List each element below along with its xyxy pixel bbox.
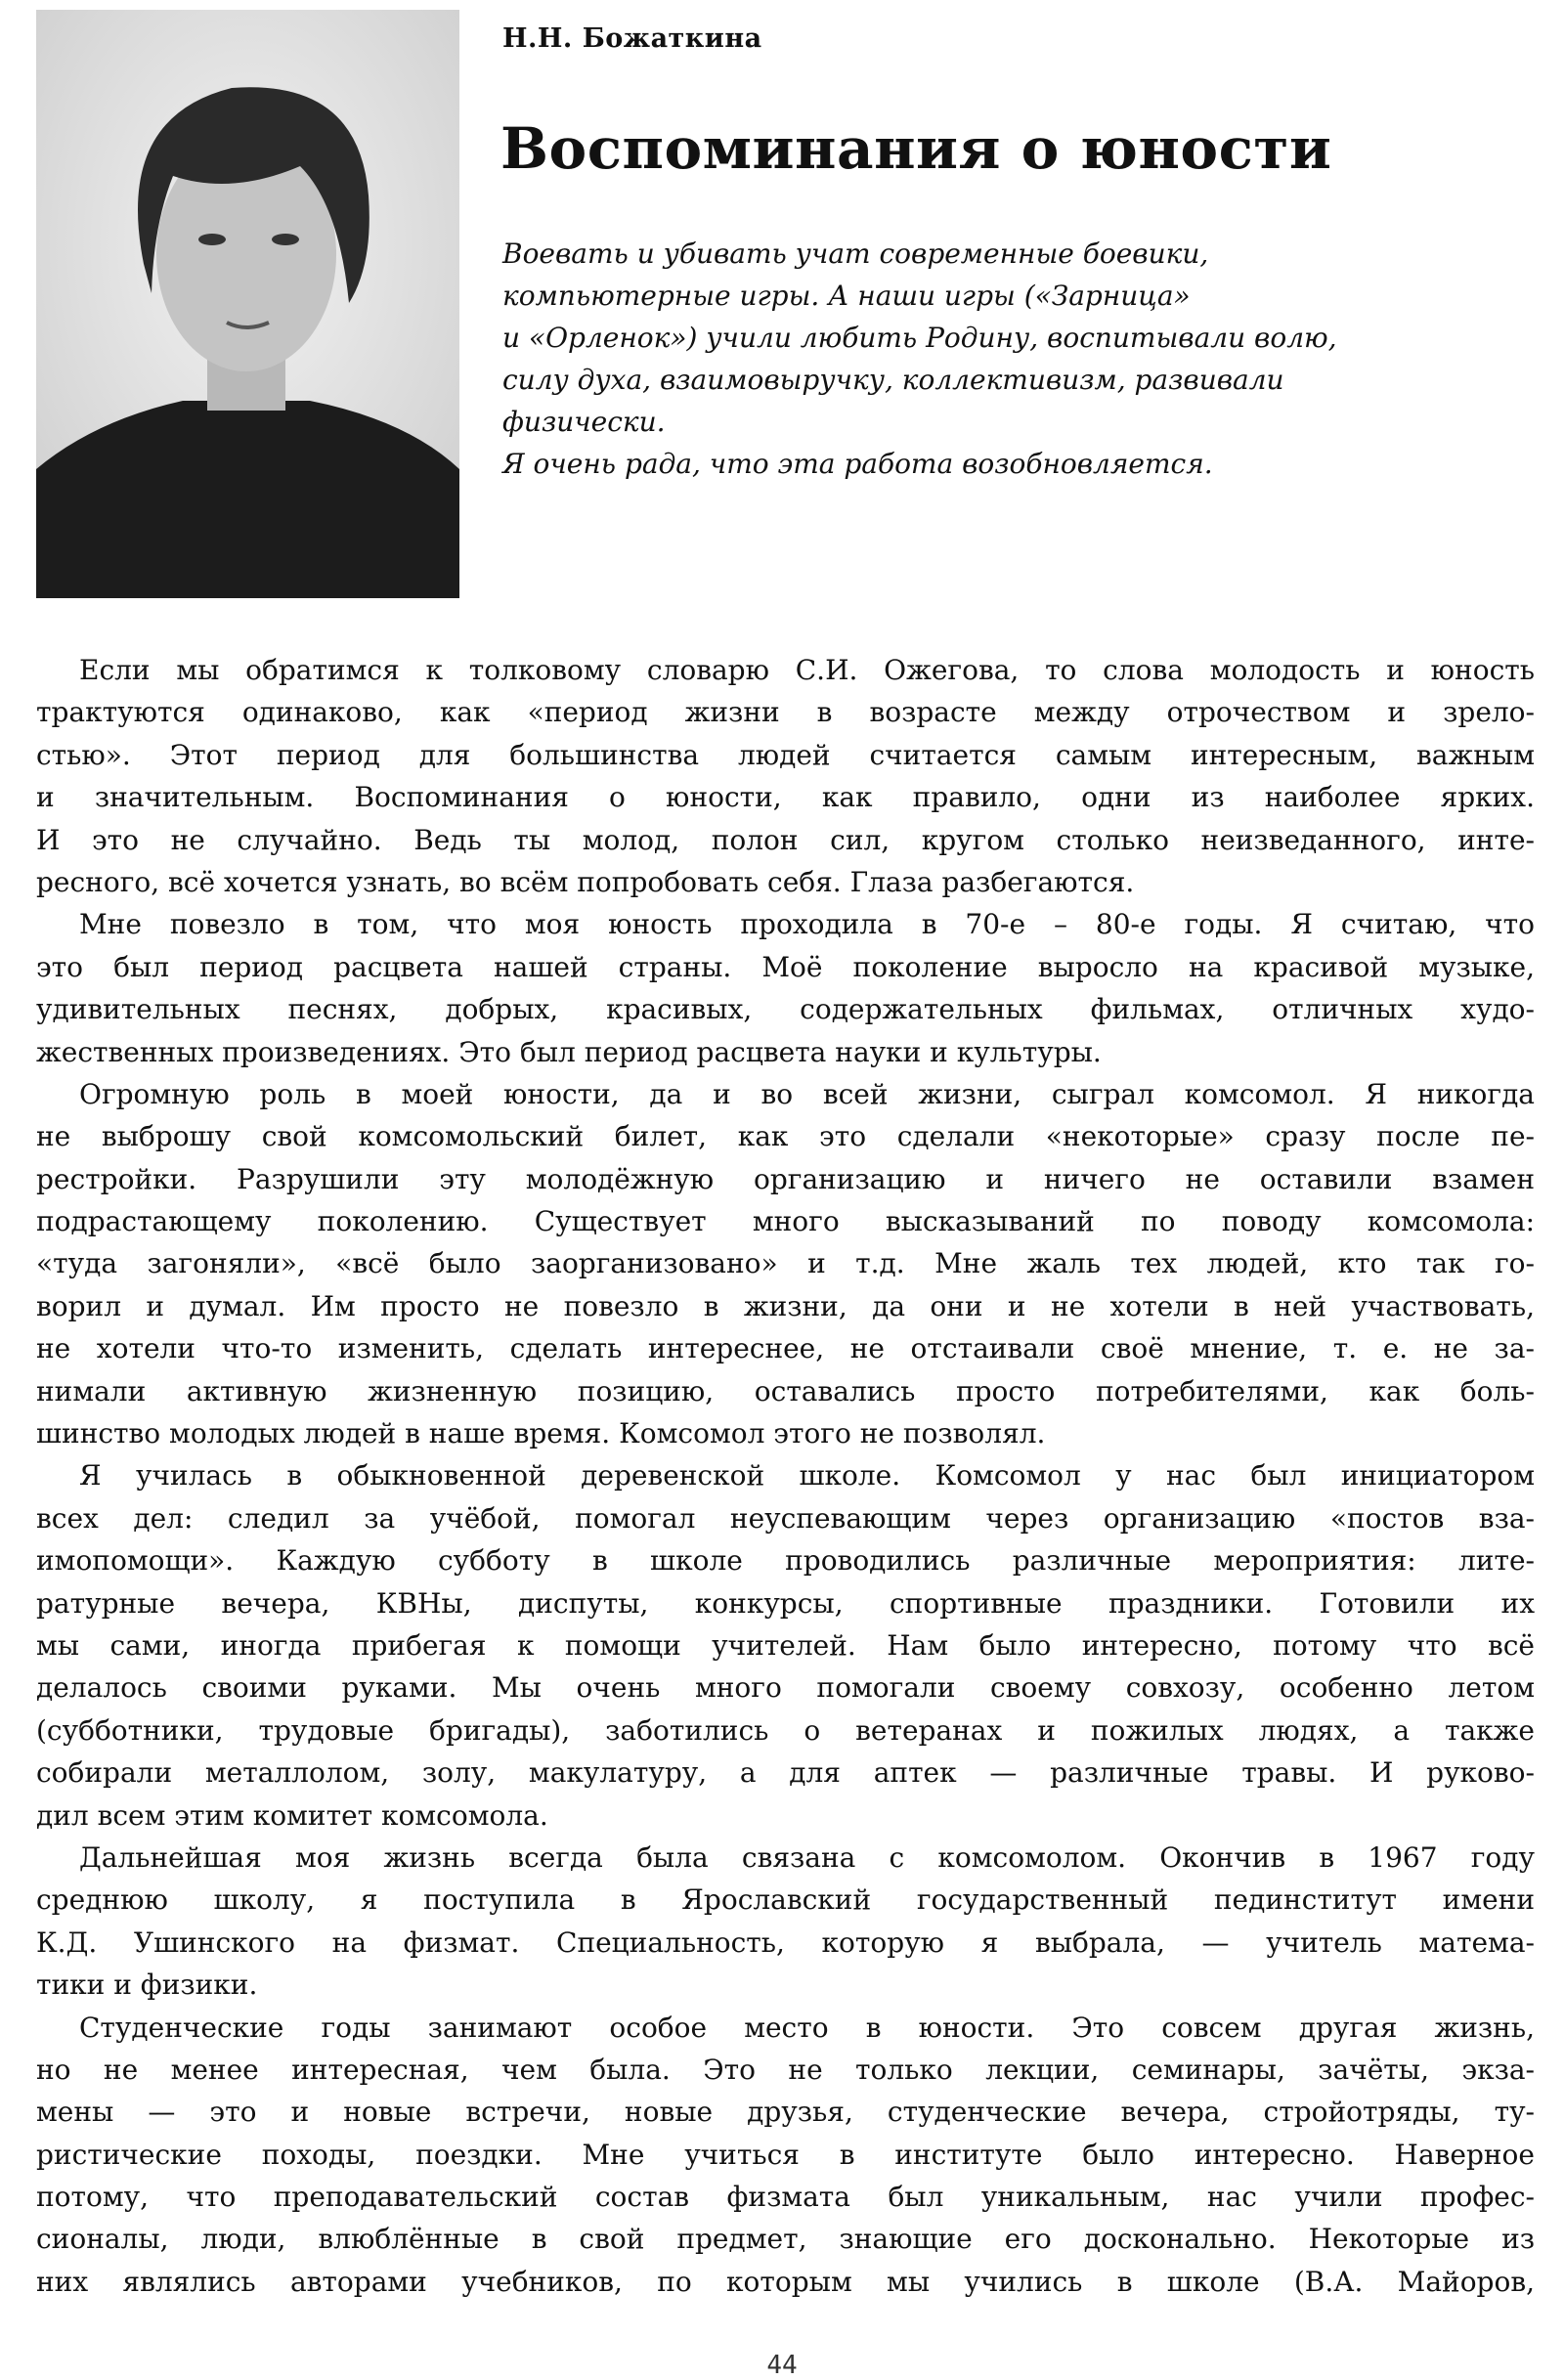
article-title: Воспоминания о юности bbox=[500, 115, 1332, 182]
epigraph-line: Воевать и убивать учат современные боевики, bbox=[502, 238, 1209, 270]
text-line: Студенческие годы занимают особое место в юности. Это совсем другая жизнь, bbox=[79, 2011, 1535, 2044]
article-body bbox=[36, 649, 1535, 2303]
text-line: ресного, всё хочется узнать, во всём попробовать себя. Глаза разбегаются. bbox=[36, 865, 1135, 898]
epigraph-line: и «Орленок») учили любить Родину, воспитывали волю, bbox=[502, 322, 1337, 354]
epigraph-line: силу духа, взаимовыручку, коллективизм, развивали bbox=[502, 364, 1284, 396]
author-photo bbox=[36, 10, 459, 598]
paragraph bbox=[36, 649, 1535, 903]
text-line: нимали активную жизненную позицию, оставались просто потребителями, как боль- bbox=[36, 1374, 1535, 1407]
page-number: 44 bbox=[766, 2351, 798, 2380]
text-line: мы сами, иногда прибегая к помощи учителей. Нам было интересно, потому что всё bbox=[36, 1628, 1535, 1662]
text-line: потому, что преподавательский состав физмата был уникальным, нас учили профес- bbox=[36, 2181, 1535, 2214]
paragraph bbox=[36, 1073, 1535, 1455]
paragraph bbox=[36, 903, 1535, 1073]
text-line: К.Д. Ушинского на физмат. Специальность, которую я выбрала, — учитель матема- bbox=[36, 1926, 1535, 1959]
paragraph bbox=[36, 1454, 1535, 1837]
text-line: стью». Этот период для большинства людей считается самым интересным, важным bbox=[36, 738, 1535, 771]
text-line: Мне повезло в том, что моя юность проходила в 70-е – 80-е годы. Я считаю, что bbox=[79, 908, 1535, 941]
paragraph bbox=[36, 2007, 1535, 2304]
paragraph bbox=[36, 1837, 1535, 2007]
text-line: всех дел: следил за учёбой, помогал неуспевающим через организацию «постов вза- bbox=[36, 1501, 1535, 1535]
text-line: ратурные вечера, КВНы, диспуты, конкурсы, спортивные праздники. Готовили их bbox=[36, 1586, 1535, 1620]
text-line: Если мы обратимся к толковому словарю С.И. Ожегова, то слова молодость и юность bbox=[79, 654, 1535, 686]
text-line: жественных произведениях. Это был период расцвета науки и культуры. bbox=[36, 1035, 1102, 1068]
text-line: мены — это и новые встречи, новые друзья, студенческие вечера, стройотряды, ту- bbox=[36, 2096, 1535, 2129]
text-line: ристические походы, поездки. Мне учиться в институте было интересно. Наверное bbox=[36, 2138, 1535, 2171]
epigraph-line: компьютерные игры. А наши игры («Зарница» bbox=[502, 280, 1191, 312]
text-line: имопомощи». Каждую субботу в школе проводились различные мероприятия: лите- bbox=[36, 1544, 1535, 1578]
epigraph-line: Я очень рада, что эта работа возобновляется. bbox=[502, 448, 1213, 480]
text-line: шинство молодых людей в наше время. Комсомол этого не позволял. bbox=[36, 1417, 1046, 1450]
text-line: И это не случайно. Ведь ты молод, полон сил, кругом столько неизведанного, инте- bbox=[36, 823, 1535, 856]
epigraph bbox=[502, 233, 1337, 485]
text-line: и значительным. Воспоминания о юности, как правило, одни из наиболее ярких. bbox=[36, 781, 1535, 814]
text-line: тики и физики. bbox=[36, 1969, 258, 2002]
text-line: сионалы, люди, влюблённые в свой предмет, знающие его досконально. Некоторые из bbox=[36, 2223, 1535, 2256]
text-line: «туда загоняли», «всё было заорганизовано» и т.д. Мне жаль тех людей, кто так го- bbox=[36, 1247, 1535, 1280]
text-line: рестройки. Разрушили эту молодёжную организацию и ничего не оставили взамен bbox=[36, 1162, 1535, 1195]
text-line: трактуются одинаково, как «период жизни в возрасте между отрочеством и зрело- bbox=[36, 696, 1535, 729]
text-line: них являлись авторами учебников, по которым мы учились в школе (В.А. Майоров, bbox=[36, 2265, 1535, 2298]
text-line: Дальнейшая моя жизнь всегда была связана с комсомолом. Окончив в 1967 году bbox=[79, 1840, 1535, 1874]
text-line: ворил и думал. Им просто не повезло в жизни, да они и не хотели в ней участвовать, bbox=[36, 1289, 1535, 1322]
text-line: подрастающему поколению. Существует много высказываний по поводу комсомола: bbox=[36, 1205, 1535, 1238]
author-name: Н.Н. Божаткина bbox=[502, 23, 762, 54]
text-line: Огромную роль в моей юности, да и во всей жизни, сыграл комсомол. Я никогда bbox=[79, 1077, 1535, 1110]
text-line: это был период расцвета нашей страны. Моё поколение выросло на красивой музыке, bbox=[36, 950, 1535, 983]
text-line: удивительных песнях, добрых, красивых, содержательных фильмах, отличных худо- bbox=[36, 993, 1535, 1026]
text-line: не хотели что-то изменить, сделать интереснее, не отстаивали своё мнение, т. е. не за- bbox=[36, 1332, 1535, 1365]
text-line: Я училась в обыкновенной деревенской школе. Комсомол у нас был инициатором bbox=[79, 1459, 1535, 1493]
text-line: собирали металлолом, золу, макулатуру, а для аптек — различные травы. И руково- bbox=[36, 1756, 1535, 1790]
text-line: среднюю школу, я поступила в Ярославский государственный пединститут имени bbox=[36, 1883, 1535, 1917]
text-line: делалось своими руками. Мы очень много помогали своему совхозу, особенно летом bbox=[36, 1671, 1535, 1705]
text-line: (субботники, трудовые бригады), заботились о ветеранах и пожилых людях, а также bbox=[36, 1713, 1535, 1747]
text-line: не выброшу свой комсомольский билет, как это сделали «некоторые» сразу после пе- bbox=[36, 1120, 1535, 1153]
text-line: но не менее интересная, чем была. Это не только лекции, семинары, зачёты, экза- bbox=[36, 2053, 1535, 2086]
text-line: дил всем этим комитет комсомола. bbox=[36, 1798, 548, 1832]
epigraph-line: физически. bbox=[502, 406, 666, 438]
